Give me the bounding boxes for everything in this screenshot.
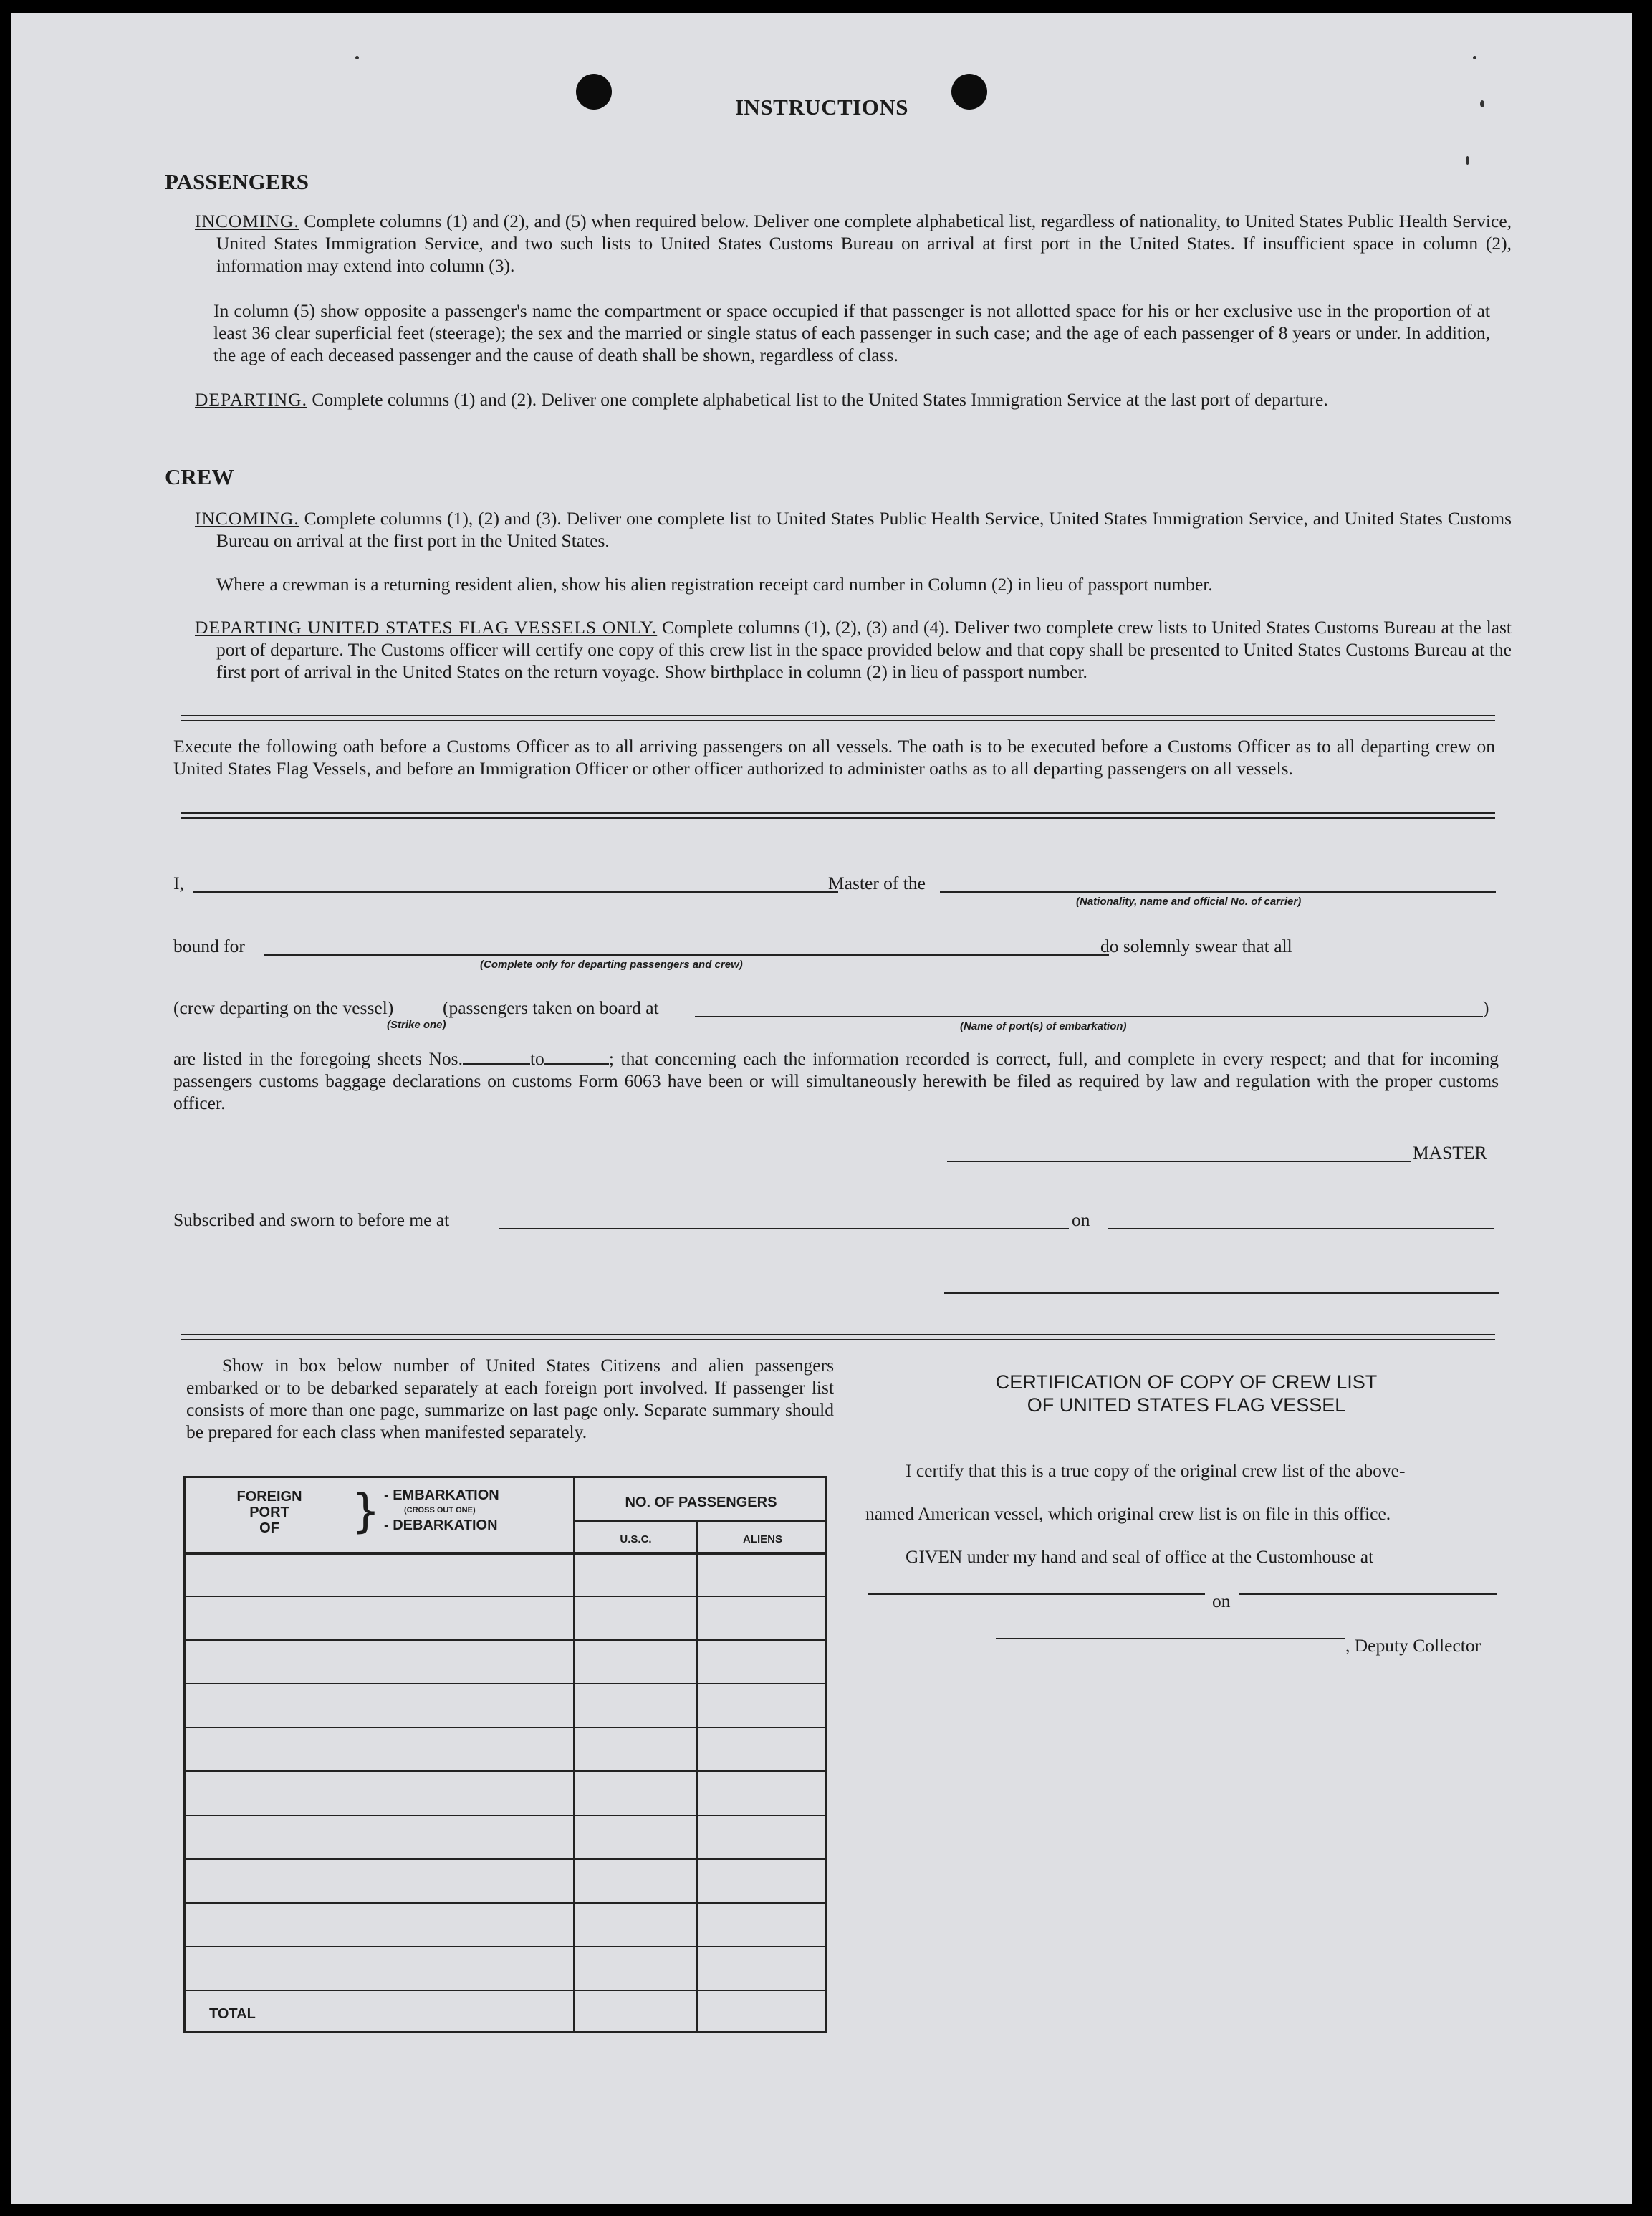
col-usc: U.S.C. [620, 1533, 652, 1545]
crew-heading: CREW [165, 464, 234, 489]
deputy-signature-field[interactable] [996, 1638, 1345, 1639]
customhouse-field[interactable] [868, 1593, 1205, 1595]
close-paren: ) [1483, 997, 1489, 1018]
bound-for-label: bound for [173, 936, 245, 956]
oath-i-label: I, [173, 873, 184, 893]
table-row-line [183, 1639, 827, 1641]
crew-departing [195, 616, 1512, 683]
subscribed-label: Subscribed and sworn to before me at [173, 1209, 450, 1230]
table-row-line [183, 1770, 827, 1772]
col-debarkation: - DEBARKATION [384, 1517, 498, 1533]
sworn-date-field[interactable] [1108, 1228, 1494, 1229]
passengers-heading: PASSENGERS [165, 169, 309, 194]
double-rule [181, 1334, 1495, 1340]
table-row-line [183, 1683, 827, 1684]
crew-incoming [195, 507, 1512, 552]
col-no-passengers: NO. OF PASSENGERS [625, 1495, 777, 1510]
strike-one-caption: (Strike one) [387, 1019, 446, 1031]
crew-resident-alien: Where a crewman is a returning resident alien, show his alien registration receipt card number in Column (2) in lieu of passport number. [216, 574, 1213, 595]
col-of: OF [259, 1520, 279, 1536]
on-label: on [1072, 1209, 1090, 1230]
speck [355, 56, 359, 59]
passengers-column5: In column (5) show opposite a passenger's name the compartment or space occupied if that passenger is not allotted space for his or her exclusive use in the proportion of at least 36 clear superficial feet (steerage); the sex and the married or single status of each passenger in such case; and the age of each passenger of 8 years or under. In addition, the age of each deceased passenger and the cause of death shall be shown, regardless of class. [213, 300, 1490, 365]
table-row-line [183, 1902, 827, 1904]
bound-for-field[interactable] [264, 954, 1109, 956]
sheet-from-field[interactable] [463, 1049, 530, 1065]
table-row-line [183, 1815, 827, 1816]
certify-line2: named American vessel, which original crew list is on file in this office. [865, 1503, 1391, 1524]
crew-incoming-text: Complete columns (1), (2) and (3). Deliver one complete list to United States Public Health Service, United States Immigration Service, and United States Customs Bureau on arrival at the first port in the United States. [216, 508, 1512, 551]
crew-departing-text: Complete columns (1), (2), (3) and (4). Deliver two complete crew lists to United States Customs Bureau at the last port of departure. The Customs officer will certify one copy of this crew list in the space provided below and that copy shall be presented to United States Customs Bureau at the first port of arrival in the United States on the return voyage. Show birthplace in column (2) in lieu of passport number. [216, 617, 1512, 682]
officer-signature-field[interactable] [944, 1292, 1499, 1294]
oath-instructions: Execute the following oath before a Customs Officer as to all arriving passengers on all vessels. The oath is to be executed before a Customs Officer as to all departing crew on United States Flag Vessels, and before an Immigration Officer or other officer authorized to administer oaths as to all departing passengers on all vessels. [173, 736, 1495, 779]
col-embarkation: - EMBARKATION [384, 1487, 499, 1503]
table-divider [573, 1520, 827, 1522]
certification-on-label: on [1212, 1591, 1231, 1611]
certification-title-line1: CERTIFICATION OF COPY OF CREW LIST [995, 1371, 1378, 1393]
form-sheet [11, 13, 1632, 2204]
certify-line1: I certify that this is a true copy of the original crew list of the above- [906, 1460, 1406, 1481]
crew-departing-label: (crew departing on the vessel) [173, 997, 394, 1018]
table-divider [696, 1520, 698, 2033]
master-name-field[interactable] [193, 891, 838, 893]
table-row-line [183, 1990, 827, 1991]
certification-title-line2: OF UNITED STATES FLAG VESSEL [1027, 1394, 1346, 1416]
double-rule [181, 715, 1495, 721]
crew-incoming-lead: INCOMING. [195, 508, 299, 529]
passengers-on-board-label: (passengers taken on board at [443, 997, 659, 1018]
col-cross-out: (CROSS OUT ONE) [404, 1506, 476, 1515]
master-of-label: Master of the [828, 873, 926, 893]
deputy-collector-label: , Deputy Collector [1345, 1635, 1481, 1656]
table-divider [573, 1476, 575, 2033]
sworn-at-field[interactable] [499, 1228, 1069, 1229]
col-aliens: ALIENS [742, 1533, 782, 1545]
col-port: PORT [249, 1505, 289, 1520]
passengers-departing-lead: DEPARTING. [195, 389, 307, 410]
summary-instructions: Show in box below number of United States Citizens and alien passengers embarked or to be debarked separately at each foreign port involved. If passenger list consists of more than one page, summarize on last page only. Separate summary should be prepared for each class when manifested separately. [186, 1355, 834, 1442]
table-divider [183, 1552, 827, 1555]
master-label: MASTER [1413, 1142, 1487, 1163]
table-row-line [183, 1727, 827, 1728]
sheets-paragraph [173, 1047, 1499, 1114]
total-label: TOTAL [209, 2006, 256, 2022]
passengers-departing-text: Complete columns (1) and (2). Deliver one complete alphabetical list to the United States Immigration Service at the last port of departure. [312, 389, 1328, 410]
bound-for-caption: (Complete only for departing passengers and crew) [480, 959, 743, 971]
given-line: GIVEN under my hand and seal of office at the Customhouse at [906, 1546, 1374, 1567]
passenger-summary-table [183, 1476, 827, 2033]
page-title: INSTRUCTIONS [734, 95, 908, 120]
swear-label: do solemnly swear that all [1100, 936, 1292, 956]
speck [1473, 56, 1476, 59]
passengers-incoming-lead: INCOMING. [195, 211, 299, 231]
double-rule [181, 812, 1495, 819]
to-label: to [529, 1048, 544, 1069]
table-row-line [183, 1946, 827, 1947]
table-row-line [183, 1858, 827, 1860]
crew-departing-lead: DEPARTING UNITED STATES FLAG VESSELS ONLY. [195, 617, 658, 638]
master-signature-field[interactable] [947, 1161, 1411, 1162]
carrier-caption: (Nationality, name and official No. of carrier) [1076, 896, 1302, 908]
table-row-line [183, 1596, 827, 1597]
port-of-embarkation-field[interactable] [695, 1016, 1483, 1017]
certification-date-field[interactable] [1239, 1593, 1497, 1595]
col-foreign: FOREIGN [236, 1489, 302, 1505]
passengers-departing [195, 388, 1512, 411]
sheets-prefix: are listed in the foregoing sheets Nos. [173, 1048, 463, 1069]
carrier-field[interactable] [940, 891, 1496, 893]
passengers-incoming [195, 210, 1512, 277]
speck [1466, 156, 1469, 165]
port-caption: (Name of port(s) of embarkation) [960, 1020, 1127, 1032]
brace-icon: } [351, 1485, 380, 1538]
sheets-text: ; that concerning each the information recorded is correct, full, and complete in every respect; and that for incoming passengers customs baggage declarations on customs Form 6063 have been or will simultaneously herewith be filed as required by law and regulation with the proper customs officer. [173, 1048, 1499, 1113]
passengers-incoming-text: Complete columns (1) and (2), and (5) when required below. Deliver one complete alphabetical list, regardless of nationality, to United States Public Health Service, United States Immigration Service, and two such lists to United States Customs Bureau on arrival at first port in the United States. If insufficient space in column (2), information may extend into column (3). [216, 211, 1512, 276]
sheet-to-field[interactable] [544, 1049, 609, 1065]
